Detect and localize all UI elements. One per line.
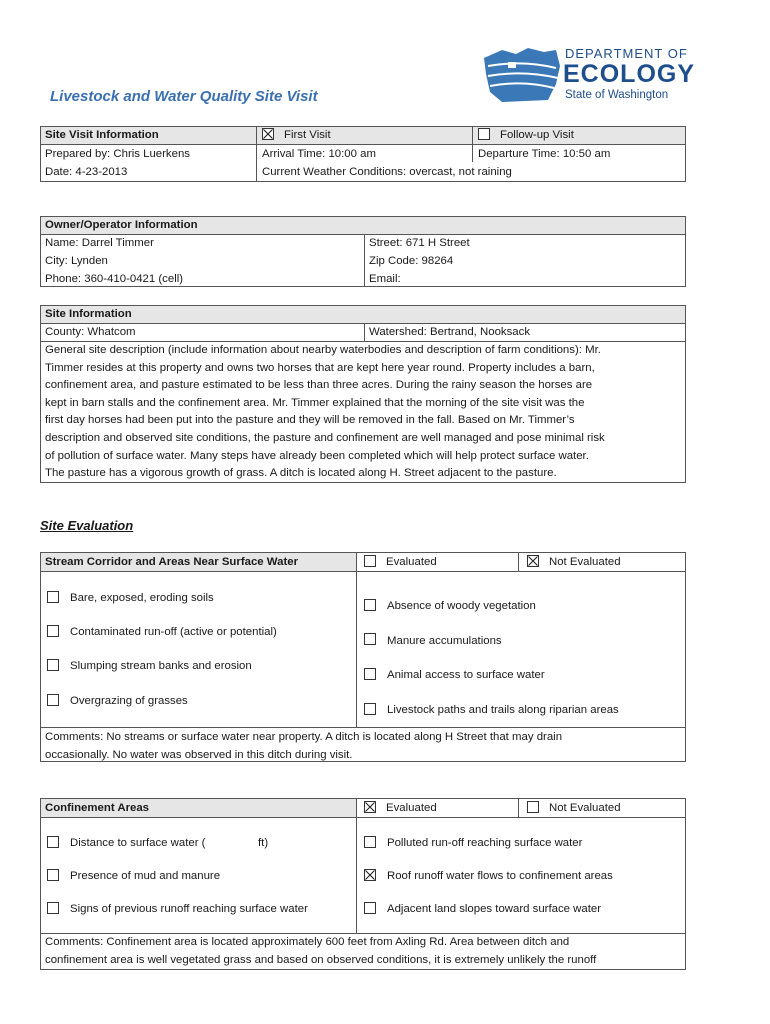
stream-heading: Stream Corridor and Areas Near Surface Water: [45, 556, 299, 568]
stream-left-label-0: Bare, exposed, eroding soils: [70, 592, 214, 604]
check-x-icon: [365, 802, 375, 812]
stream-left-checkbox-3[interactable]: [47, 694, 59, 706]
check-x-icon: [528, 556, 538, 566]
document-title: Livestock and Water Quality Site Visit: [50, 88, 318, 105]
confinement-left-label-2: Signs of previous runoff reaching surface water: [70, 903, 308, 915]
site-info-heading: Site Information: [45, 308, 132, 320]
stream-left-label-3: Overgrazing of grasses: [70, 695, 188, 707]
stream-right-label-2: Animal access to surface water: [387, 669, 545, 681]
stream-comments: Comments: No streams or surface water near property. A ditch is located along H Street that may drain occasionally. No water was observed in this ditch during visit.: [45, 731, 563, 761]
confinement-right-label-1: Roof runoff water flows to confinement areas: [387, 870, 613, 882]
check-x-icon: [263, 129, 273, 139]
confinement-right-label-0: Polluted run-off reaching surface water: [387, 837, 583, 849]
confinement-right-checkbox-2[interactable]: [364, 902, 376, 914]
confinement-right-label-2: Adjacent land slopes toward surface water: [387, 903, 602, 915]
arrival-time: Arrival Time: 10:00 am: [262, 148, 376, 160]
stream-evaluated-checkbox[interactable]: [364, 555, 376, 567]
logo-department-text: DEPARTMENT OF: [565, 46, 688, 61]
confinement-not-evaluated-checkbox[interactable]: [527, 801, 539, 813]
confinement-left-checkbox-1[interactable]: [47, 869, 59, 881]
stream-left-label-2: Slumping stream banks and erosion: [70, 660, 252, 672]
site-evaluation-heading: Site Evaluation: [40, 518, 134, 533]
check-x-icon: [365, 870, 375, 880]
confinement-left-label-1: Presence of mud and manure: [70, 870, 221, 882]
prepared-by: Prepared by: Chris Luerkens: [45, 148, 190, 160]
followup-visit-checkbox[interactable]: [478, 128, 490, 140]
owner-street: Street: 671 H Street: [369, 237, 470, 249]
owner-zip: Zip Code: 98264: [369, 255, 454, 267]
logo-state-text: State of Washington: [565, 89, 669, 101]
site-info-header-bg: [41, 306, 685, 323]
stream-not-evaluated-checkbox[interactable]: [527, 555, 539, 567]
stream-right-checkbox-3[interactable]: [364, 703, 376, 715]
stream-left-checkbox-0[interactable]: [47, 591, 59, 603]
owner-city: City: Lynden: [45, 255, 108, 267]
confinement-left-checkbox-0[interactable]: [47, 836, 59, 848]
stream-right-checkbox-2[interactable]: [364, 668, 376, 680]
followup-visit-label: Follow-up Visit: [500, 129, 574, 141]
confinement-right-checkbox-1[interactable]: [364, 869, 376, 881]
owner-phone: Phone: 360-410-0421 (cell): [45, 273, 184, 285]
stream-evaluated-label: Evaluated: [386, 556, 437, 568]
stream-right-checkbox-0[interactable]: [364, 599, 376, 611]
weather-conditions: Current Weather Conditions: overcast, not raining: [262, 166, 512, 178]
logo-ecology-text: ECOLOGY: [563, 60, 696, 88]
stream-right-label-1: Manure accumulations: [387, 635, 502, 647]
confinement-evaluated-checkbox[interactable]: [364, 801, 376, 813]
owner-name: Name: Darrel Timmer: [45, 237, 154, 249]
site-watershed: Watershed: Bertrand, Nooksack: [369, 326, 531, 338]
stream-right-checkbox-1[interactable]: [364, 633, 376, 645]
confinement-heading: Confinement Areas: [45, 802, 150, 814]
site-description: General site description (include information about nearby waterbodies and description of farm conditions): Mr. Timmer resides at this property and owns two horses that are kept here year round. Property includes a barn, confinement area, and pasture estimated to be less than three acres. During the rainy season the horses are kept in barn stalls and the confinement area. Mr. Timmer explained that the morning of the site visit was the first day horses had been put into the pasture and they will be removed in the fall. Based on Mr. Timmer’s description and observed site conditions, the pasture and confinement are well managed and pose minimal risk of pollution of surface water. Many steps have already been completed which will help protect surface water. The pasture has a vigorous growth of grass. A ditch is located along H. Street adjacent to the pasture.: [45, 344, 605, 480]
confinement-evaluated-label: Evaluated: [386, 802, 437, 814]
stream-left-label-1: Contaminated run-off (active or potential): [70, 626, 277, 638]
confinement-not-evaluated-label: Not Evaluated: [549, 802, 621, 814]
confinement-left-checkbox-2[interactable]: [47, 902, 59, 914]
confinement-left-label-0: Distance to surface water (: [70, 837, 206, 849]
distance-unit-label: ft): [258, 837, 269, 849]
stream-not-evaluated-label: Not Evaluated: [549, 556, 621, 568]
stream-right-label-0: Absence of woody vegetation: [387, 600, 536, 612]
stream-left-checkbox-2[interactable]: [47, 659, 59, 671]
site-county: County: Whatcom: [45, 326, 136, 338]
owner-heading: Owner/Operator Information: [45, 219, 198, 231]
site-visit-heading: Site Visit Information: [45, 129, 159, 141]
departure-time: Departure Time: 10:50 am: [478, 148, 611, 160]
visit-date: Date: 4-23-2013: [45, 166, 128, 178]
stream-right-label-3: Livestock paths and trails along riparian areas: [387, 704, 619, 716]
owner-email: Email:: [369, 273, 401, 285]
first-visit-checkbox[interactable]: [262, 128, 274, 140]
confinement-right-checkbox-0[interactable]: [364, 836, 376, 848]
stream-left-checkbox-1[interactable]: [47, 625, 59, 637]
first-visit-label: First Visit: [284, 129, 331, 141]
confinement-comments: Comments: Confinement area is located approximately 600 feet from Axling Rd. Area between ditch and confinement area is well vegetated grass and based on observed conditions, it is extremely unlikely the runoff: [45, 936, 597, 966]
